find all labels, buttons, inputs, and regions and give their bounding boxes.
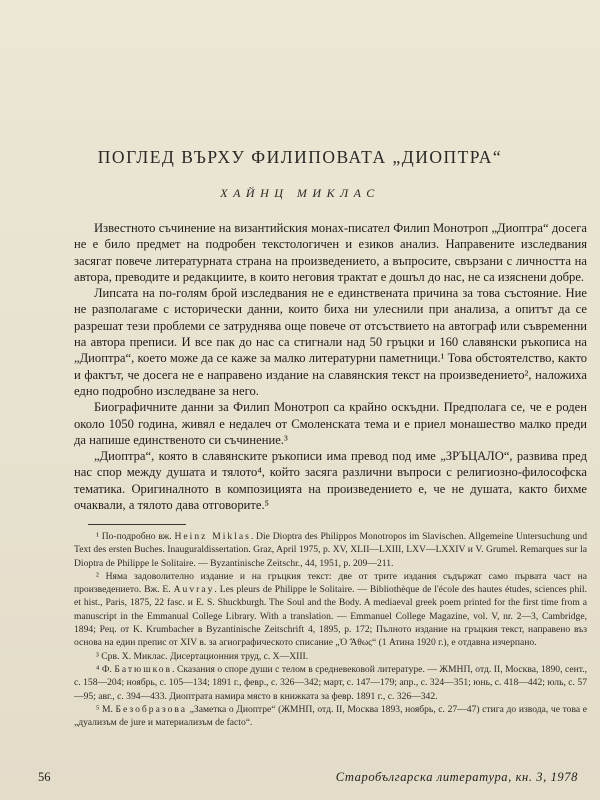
paragraph: Биографичните данни за Филип Монотроп са крайно оскъдни. Предполага се, че е роден около 1050 година, живял е недалеч от Смоленската тема и е приел монашество малко преди да напише единственото си съчинение.³ bbox=[74, 400, 587, 447]
page-footer bbox=[38, 770, 578, 788]
article-author: ХАЙНЦ МИКЛАС bbox=[220, 186, 380, 200]
footnote-text: „Заметка о Диоптре“ (ЖМНП, отд. II, Москва 1893, ноябрь, с. 27—47) стига до извода, че това е „дуализъм de jure и материализъм de facto“. bbox=[74, 703, 587, 729]
footnote bbox=[74, 650, 587, 663]
footnote-text: . Сказания о споре души с телом в средневековой литературе. — ЖМНП, отд. II, Москва, 1890, сент., с. 158—204; ноябрь, с. 105—134; 1891 г., февр., с. 326—342; март, с. 147—179; апр., с. 324—351; юнь, с. 418—442; юль, с. 57—95; авг., с. 394—433. Диоптрата намира място в книжката за февр. 1891 г., с. 326—342. bbox=[74, 663, 587, 702]
paragraph: Известното съчинение на византийския монах-писател Филип Монотроп „Диоптра“ досега не е било предмет на подробен текстологичен и езиков анализ. Направените изследвания засягат повече литературната страна на произведението, а въпросите, свързани с личността на автора, преводите и редакциите, в които неговия трактат е дошъл до нас, не са изяснени добре. bbox=[74, 221, 587, 284]
footnote bbox=[74, 663, 587, 703]
footnote-text: . Les pleurs de Philippe le Solitaire. — Bibliothèque de l'école des hautes études, sciences phil. et hist., Paris, 1875, 22 fasc. и E. S. Shuckburgh. The Soul and the Body. A mediaeval greek poem printed for the first time from a manuscript in the Emmanual College Library. With a translation. — Emmanuel College Magazine, vol. V, nr. 2—3, Cambridge, 1894; Рец. от K. Krumbacher в Byzantinische Zeitschrift 4, 1895, p. 172; Пълното издание на гръцкия текст, направено въз основа на един препис от XIV в. за агиографическото списание „Ὁ Ἄθως“ (1 Атина 1920 г.), е отдавна изчерпано. bbox=[74, 584, 587, 649]
footnote-author: Безобразова bbox=[115, 703, 188, 715]
footnote-text: ³ Срв. Х. Миклас. Дисертационния труд, с. X—XIII. bbox=[96, 650, 309, 662]
footnote-author: Батюшков bbox=[114, 663, 173, 675]
footnote bbox=[74, 530, 587, 570]
article-body bbox=[74, 220, 587, 513]
footnote-text: ² Няма задоволително издание и на гръцкия текст: две от трите издания съдържат само първата част на произведението. Вж. E. bbox=[74, 570, 587, 596]
footnote bbox=[74, 570, 587, 650]
footnote-author: Heinz Miklas bbox=[174, 531, 251, 542]
footnote-text: ⁵ М. bbox=[96, 703, 116, 715]
footnote-text: ⁴ Ф. bbox=[96, 663, 115, 675]
paragraph: Липсата на по-голям брой изследвания не е единствената причина за това състояние. Ние не разполагаме с исторически данни, които биха ни улеснили при анализа, а опитът да се разрешат тези проблеми се затруднява още повече от отсъствието на автограф или съвременни на автора преписи. И все пак до нас са стигнали над 50 гръцки и 160 славянски ръкописа на „Диоптра“, което може да се каже за малко литературни паметници.¹ Това обстоятелство, както и фактът, че досега не е направено издание на славянския текст на произведението², наложиха едно подробно изследване за него. bbox=[74, 286, 587, 398]
footnote-author: Auvray bbox=[173, 584, 215, 596]
journal-citation: Старобългарска литература, кн. 3, 1978 bbox=[335, 770, 578, 784]
page-number: 56 bbox=[38, 770, 51, 784]
paragraph: „Диоптра“, която в славянските ръкописи има превод под име „ЗРЪЦАЛО“, развива пред нас спор между душата и тялото⁴, който засяга различни въпроси с религиозно-философска тематика. Оригиналното в композицията на произведението е, че не душата, както бихме очаквали, а тялото дава отговорите.⁵ bbox=[74, 449, 587, 513]
article-title: ПОГЛЕД ВЪРХУ ФИЛИПОВАТА „ДИОПТРА“ bbox=[97, 147, 503, 167]
footnote bbox=[74, 703, 587, 730]
footnote-divider bbox=[88, 524, 186, 525]
footnote-text: . Die Dioptra des Philippos Monotropos im Slavischen. Allgemeine Untersuchung und Text des ersten Buches. Inauguraldissertation. Graz, April 1975, p. XV, XLII—LXIII, LXV—LXXIV и V. Grumel. Remarques sur la Dioptra de Philippe le Solitaire. — Byzantinische Zeitschr., 44, 1951, p. 209—211. bbox=[74, 531, 587, 569]
footnotes bbox=[74, 530, 587, 729]
footnote-text: ¹ По-подробно вж. bbox=[96, 531, 175, 542]
